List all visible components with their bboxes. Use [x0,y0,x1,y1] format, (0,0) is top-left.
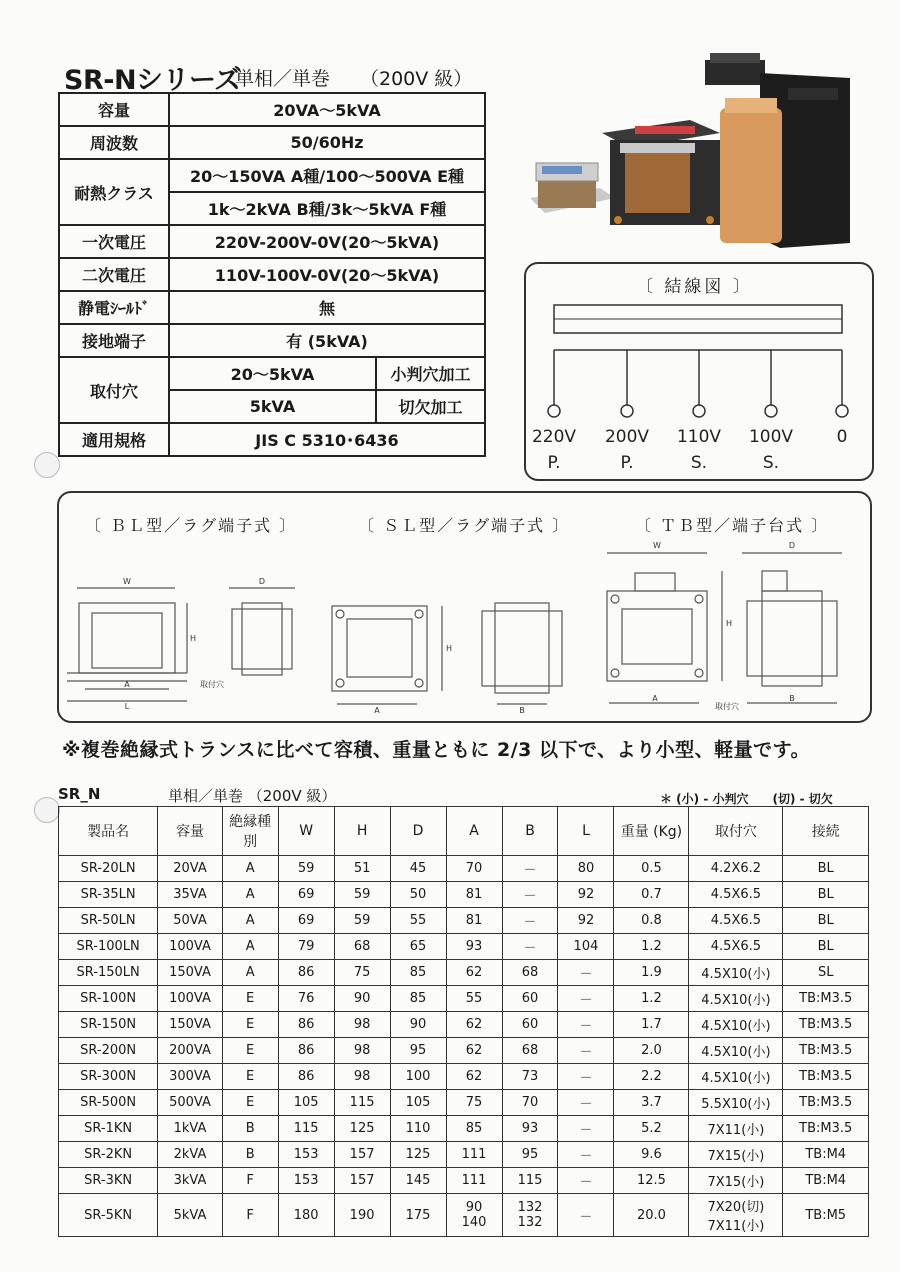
table-row [59,882,869,908]
spec-label: 一次電圧 [59,225,169,258]
table-cell [502,1194,558,1237]
table-cell: B [222,1116,278,1142]
table-cell: 4.5X10(小) [689,1038,783,1064]
table-cell: 95 [502,1142,558,1168]
spec-value: JIS C 5310･6436 [169,423,485,456]
table-cell: 111 [446,1142,502,1168]
table-cell: E [222,1090,278,1116]
spec-row-shield [59,291,485,324]
table-cell: 4.5X6.5 [689,908,783,934]
column-header: 絶縁種別 [222,807,278,856]
product-name-cell: SR-100N [59,986,158,1012]
table-cell: 3kVA [158,1168,222,1194]
table-row [59,1064,869,1090]
spec-value: 20～5kVA [169,357,376,390]
spec-value: 20～150VA A種/100～500VA E種 [169,159,485,192]
table-cell: TB:M3.5 [783,1116,869,1142]
table-cell: 55 [446,986,502,1012]
table-cell: 4.5X10(小) [689,986,783,1012]
dim-label-d: D [258,577,266,586]
column-header: 重量 (Kg) [614,807,689,856]
sl-type-title: 〔 ＳＬ型／ラグ端子式 〕 [358,516,571,535]
table-cell: 5.2 [614,1116,689,1142]
product-series-label: SR_N [58,785,101,803]
spec-row-heat-class [59,159,485,192]
product-name-cell: SR-35LN [59,882,158,908]
spec-value: 有 (5kVA) [169,324,485,357]
table-cell: 80 [558,856,614,882]
table-cell: 70 [446,856,502,882]
table-cell: 92 [558,908,614,934]
terminal-voltage: 220V [531,427,577,447]
table-cell: 65 [390,934,446,960]
table-cell: 60 [502,1012,558,1038]
table-cell: 1kVA [158,1116,222,1142]
terminal-icon [693,405,705,417]
table-cell: 81 [446,908,502,934]
table-cell: 145 [390,1168,446,1194]
spec-row-frequency [59,126,485,159]
product-name-cell: SR-50LN [59,908,158,934]
table-cell: TB:M4 [783,1142,869,1168]
product-name-cell: SR-200N [59,1038,158,1064]
table-cell: 100 [390,1064,446,1090]
sl-side-drawing [482,603,562,704]
small-transformer-photo [530,163,615,213]
table-cell: 68 [502,1038,558,1064]
table-cell: 4.5X10(小) [689,1012,783,1038]
table-cell: 150VA [158,960,222,986]
table-cell: TB:M3.5 [783,1038,869,1064]
table-cell: 62 [446,1038,502,1064]
table-cell: 0.5 [614,856,689,882]
terminal-type: P. [547,453,561,473]
table-cell: 153 [278,1142,334,1168]
table-cell: － [502,934,558,960]
table-cell: 59 [334,908,390,934]
dim-label-b: B [519,706,525,715]
table-cell: 95 [390,1038,446,1064]
table-cell: － [558,960,614,986]
table-row [59,1038,869,1064]
table-cell: A [222,856,278,882]
product-table-header [59,807,869,856]
table-row [59,856,869,882]
dim-label-l: L [124,702,130,711]
table-row [59,960,869,986]
table-cell: 150VA [158,1012,222,1038]
table-cell: TB:M3.5 [783,986,869,1012]
table-cell: 81 [446,882,502,908]
table-cell: 104 [558,934,614,960]
cell-line: 132 [517,1200,543,1215]
table-cell: 45 [390,856,446,882]
table-cell: 86 [278,1012,334,1038]
table-cell: 85 [390,960,446,986]
table-cell: 115 [278,1116,334,1142]
spec-label: 取付穴 [59,357,169,423]
table-cell: 190 [334,1194,390,1237]
table-cell: TB:M3.5 [783,1012,869,1038]
table-cell: 60 [502,986,558,1012]
table-cell: 20.0 [614,1194,689,1237]
size-note: ※複巻絶縁式トランスに比べて容積、重量ともに 2/3 以下で、より小型、軽量です。 [62,739,811,761]
table-cell: 1.2 [614,986,689,1012]
table-cell: E [222,1064,278,1090]
product-series-subtitle: 単相／単巻 （200V 級） [168,787,337,805]
spec-label: 二次電圧 [59,258,169,291]
table-cell: 55 [390,908,446,934]
cell-line: 140 [461,1215,487,1230]
column-header: B [502,807,558,856]
column-header: L [558,807,614,856]
table-cell: E [222,986,278,1012]
table-cell: － [502,856,558,882]
product-name-cell: SR-300N [59,1064,158,1090]
table-cell: 115 [334,1090,390,1116]
table-cell: 92 [558,882,614,908]
medium-transformer-photo [602,120,720,225]
table-cell: 105 [278,1090,334,1116]
wiring-diagram-title: 〔 結線図 〕 [636,277,753,297]
table-cell: 180 [278,1194,334,1237]
table-cell: － [558,1038,614,1064]
spec-value: 50/60Hz [169,126,485,159]
table-cell: 50VA [158,908,222,934]
table-cell: 300VA [158,1064,222,1090]
table-cell: A [222,882,278,908]
table-cell: 111 [446,1168,502,1194]
table-cell: － [558,1194,614,1237]
product-photo [520,48,860,253]
table-cell: 35VA [158,882,222,908]
spec-row-capacity [59,93,485,126]
table-cell: 4.5X6.5 [689,934,783,960]
table-cell: BL [783,908,869,934]
cell-line: 7X20(切) [707,1200,765,1215]
table-row [59,986,869,1012]
table-cell: 93 [502,1116,558,1142]
spec-label: 接地端子 [59,324,169,357]
dim-label-hole: 取付穴 [200,680,224,689]
dim-label-a: A [374,706,380,715]
table-cell: 7X15(小) [689,1168,783,1194]
spec-label: 周波数 [59,126,169,159]
table-cell: TB:M5 [783,1194,869,1237]
table-cell: 85 [390,986,446,1012]
column-header: 容量 [158,807,222,856]
table-cell: 5.5X10(小) [689,1090,783,1116]
spec-row-ground [59,324,485,357]
table-cell: 69 [278,908,334,934]
table-cell: 98 [334,1012,390,1038]
dim-label-b: B [789,694,795,703]
table-cell: 175 [390,1194,446,1237]
table-cell: 1.2 [614,934,689,960]
table-cell: 1.9 [614,960,689,986]
bl-type-title: 〔 ＢＬ型／ラグ端子式 〕 [85,516,298,535]
dim-label-a: A [124,680,130,689]
table-cell [446,1194,502,1237]
table-cell: 115 [502,1168,558,1194]
spec-value: 小判穴加工 [376,357,485,390]
table-cell: 51 [334,856,390,882]
dim-label-d: D [788,541,796,550]
table-cell: BL [783,856,869,882]
terminal-voltage: 0 [836,427,848,447]
terminal-voltage: 110V [676,427,722,447]
table-cell: TB:M3.5 [783,1064,869,1090]
table-cell: A [222,908,278,934]
table-cell: 73 [502,1064,558,1090]
product-name-cell: SR-100LN [59,934,158,960]
wiring-diagram [524,262,870,477]
table-cell: － [558,1168,614,1194]
table-cell: 2.2 [614,1064,689,1090]
spec-label: 容量 [59,93,169,126]
tb-type-title: 〔 ＴＢ型／端子台式 〕 [635,516,830,535]
table-cell: 75 [446,1090,502,1116]
table-cell: 200VA [158,1038,222,1064]
table-cell: 93 [446,934,502,960]
table-cell: 59 [334,882,390,908]
spec-label: 静電ｼｰﾙﾄﾞ [59,291,169,324]
spec-value: 220V-200V-0V(20～5kVA) [169,225,485,258]
column-header: A [446,807,502,856]
column-header: D [390,807,446,856]
table-cell: 76 [278,986,334,1012]
series-title: SR-Nシリーズ [64,65,241,96]
table-cell: 105 [390,1090,446,1116]
dim-label-a: A [652,694,658,703]
table-cell: 90 [390,1012,446,1038]
table-cell: 1.7 [614,1012,689,1038]
table-cell: 9.6 [614,1142,689,1168]
table-cell: － [558,1142,614,1168]
table-cell: 125 [390,1142,446,1168]
table-cell: 125 [334,1116,390,1142]
table-cell: 59 [278,856,334,882]
spec-value: 5kVA [169,390,376,423]
table-cell: 86 [278,1038,334,1064]
table-cell: 69 [278,882,334,908]
tb-front-drawing [607,553,722,703]
table-cell: 100VA [158,934,222,960]
table-cell: － [558,986,614,1012]
table-cell: 20VA [158,856,222,882]
table-cell: 2kVA [158,1142,222,1168]
dimension-drawings [57,491,868,719]
table-cell: 85 [446,1116,502,1142]
spec-value: 20VA～5kVA [169,93,485,126]
table-cell: 4.5X10(小) [689,960,783,986]
table-row [59,934,869,960]
table-cell: TB:M4 [783,1168,869,1194]
table-row [59,908,869,934]
product-name-cell: SR-500N [59,1090,158,1116]
table-cell: 4.5X6.5 [689,882,783,908]
table-cell: E [222,1012,278,1038]
column-header: 製品名 [59,807,158,856]
cell-line: 90 [465,1200,483,1215]
product-name-cell: SR-20LN [59,856,158,882]
column-header: W [278,807,334,856]
spec-label: 耐熱クラス [59,159,169,225]
product-name-cell: SR-2KN [59,1142,158,1168]
product-name-cell: SR-1KN [59,1116,158,1142]
punch-hole-mark [34,797,60,823]
table-row [59,1116,869,1142]
spec-label: 適用規格 [59,423,169,456]
table-cell: － [558,1116,614,1142]
product-name-cell: SR-150N [59,1012,158,1038]
table-cell: － [502,908,558,934]
spec-value: 110V-100V-0V(20～5kVA) [169,258,485,291]
spec-value: 無 [169,291,485,324]
product-name-cell: SR-150LN [59,960,158,986]
table-cell: 12.5 [614,1168,689,1194]
column-header: H [334,807,390,856]
table-row [59,1012,869,1038]
table-cell: 98 [334,1038,390,1064]
table-cell: 86 [278,1064,334,1090]
table-cell: 157 [334,1142,390,1168]
table-cell: 62 [446,1012,502,1038]
terminal-type: S. [762,453,780,473]
tb-side-drawing [742,553,842,703]
product-name-cell: SR-5KN [59,1194,158,1237]
column-header: 取付穴 [689,807,783,856]
table-cell: 68 [502,960,558,986]
cell-line: 7X11(小) [707,1219,765,1234]
table-cell: 79 [278,934,334,960]
punch-hole-mark [34,452,60,478]
large-transformer-photo [705,53,850,248]
table-cell: 50 [390,882,446,908]
dim-label-h: H [445,644,453,653]
dim-label-w: W [123,577,131,586]
voltage-grade: （200V 級） [360,68,473,90]
table-row [59,1142,869,1168]
dim-label-h: H [189,634,197,643]
dim-label-w: W [653,541,661,550]
table-cell: BL [783,882,869,908]
table-cell: SL [783,960,869,986]
bl-side-drawing [229,588,295,675]
table-row [59,1194,869,1237]
table-cell: 70 [502,1090,558,1116]
table-cell: 62 [446,1064,502,1090]
table-cell: TB:M3.5 [783,1090,869,1116]
table-row [59,1168,869,1194]
spec-row-primary [59,225,485,258]
terminal-icon [765,405,777,417]
spec-value: 切欠加工 [376,390,485,423]
spec-row-mount [59,357,485,390]
dim-label-hole: 取付穴 [715,702,739,711]
table-cell: 5kVA [158,1194,222,1237]
table-cell: F [222,1194,278,1237]
table-cell: A [222,934,278,960]
spec-row-standard [59,423,485,456]
table-cell: 75 [334,960,390,986]
table-cell: － [558,1090,614,1116]
table-cell: 3.7 [614,1090,689,1116]
terminal-voltage: 100V [748,427,794,447]
table-cell: － [558,1012,614,1038]
table-cell: 62 [446,960,502,986]
table-cell: － [558,1064,614,1090]
spec-table [58,92,486,457]
dim-label-h: H [725,619,733,628]
table-cell: 98 [334,1064,390,1090]
terminal-type: S. [690,453,708,473]
sl-front-drawing [332,606,442,704]
table-cell: － [502,882,558,908]
table-cell: 68 [334,934,390,960]
table-row [59,1090,869,1116]
table-cell: E [222,1038,278,1064]
terminal-icon [548,405,560,417]
table-cell: 2.0 [614,1038,689,1064]
terminal-voltage: 200V [604,427,650,447]
terminal-type: P. [620,453,634,473]
table-cell: A [222,960,278,986]
product-table [58,806,869,1237]
spec-value: 1k～2kVA B種/3k～5kVA F種 [169,192,485,225]
table-cell: 7X15(小) [689,1142,783,1168]
table-cell [689,1194,783,1237]
series-subtitle: 単相／単巻 [235,68,331,90]
table-cell: 4.2X6.2 [689,856,783,882]
terminal-icon [836,405,848,417]
table-cell: F [222,1168,278,1194]
table-cell: 0.7 [614,882,689,908]
table-cell: 7X11(小) [689,1116,783,1142]
table-cell: 157 [334,1168,390,1194]
spec-row-secondary [59,258,485,291]
table-cell: 100VA [158,986,222,1012]
product-name-cell: SR-3KN [59,1168,158,1194]
hole-legend: ＊ (小) - 小判穴 (切) - 切欠 [660,792,833,806]
table-cell: 4.5X10(小) [689,1064,783,1090]
table-cell: 86 [278,960,334,986]
table-cell: 0.8 [614,908,689,934]
terminal-icon [621,405,633,417]
cell-line: 132 [517,1215,543,1230]
table-cell: BL [783,934,869,960]
table-cell: B [222,1142,278,1168]
column-header: 接続 [783,807,869,856]
table-cell: 153 [278,1168,334,1194]
table-cell: 500VA [158,1090,222,1116]
table-cell: 90 [334,986,390,1012]
table-cell: 110 [390,1116,446,1142]
